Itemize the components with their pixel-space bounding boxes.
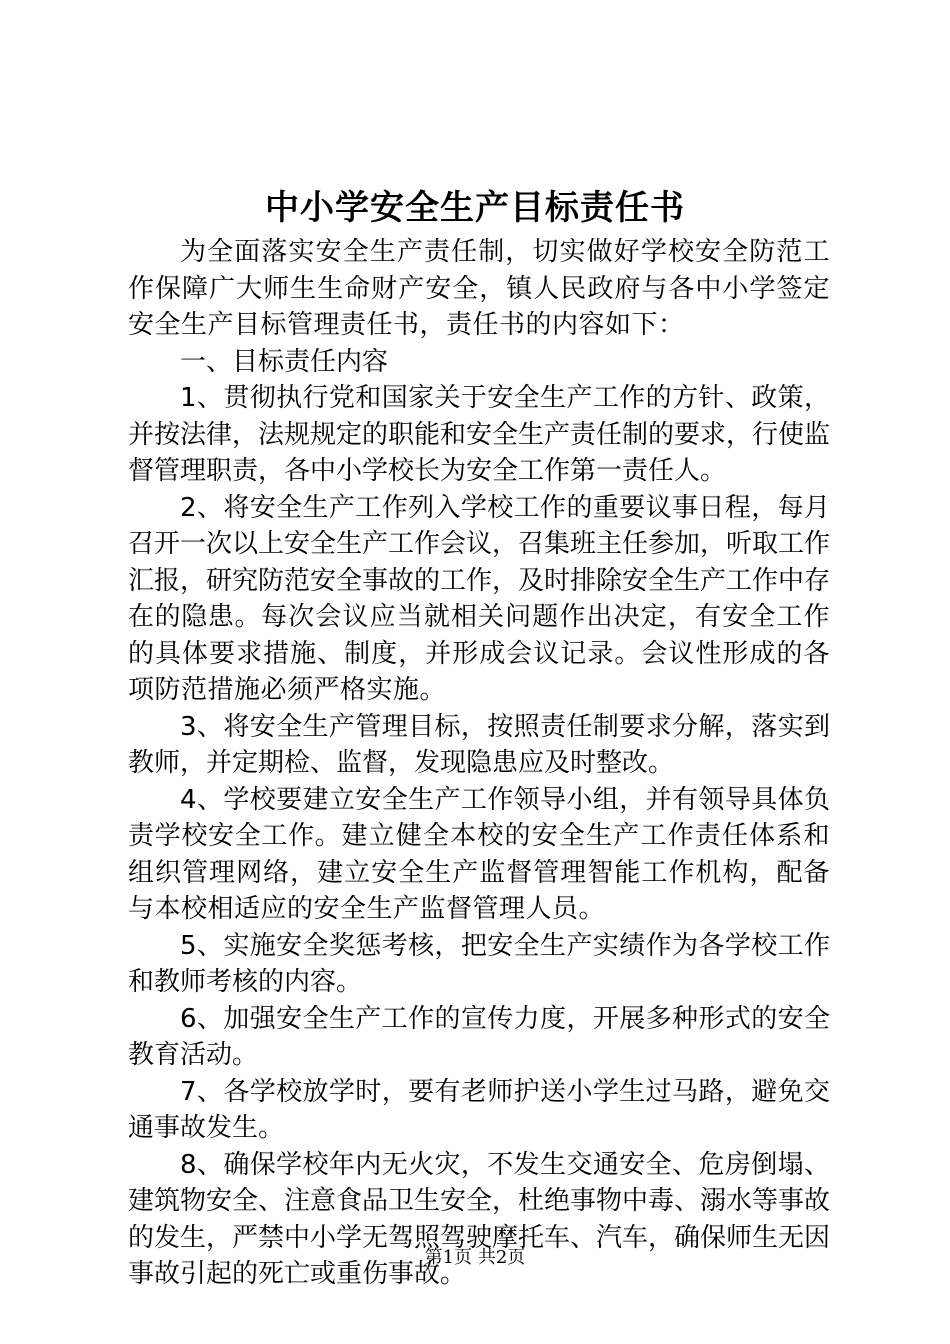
- list-item: [128, 709, 830, 782]
- list-item: [128, 1074, 830, 1147]
- intro-paragraph: 为全面落实安全生产责任制，切实做好学校安全防范工作保障广大师生生命财产安全，镇人民政府与各中小学签定安全生产目标管理责任书，责任书的内容如下：: [128, 237, 830, 340]
- list-item: [128, 380, 830, 490]
- item-4-detail-text: 建立健全本校的安全生产工作责任体系和组织管理网络，建立安全生产监督管理智能工作机构，配备与本校相适应的安全生产监督管理人员。: [128, 821, 830, 924]
- section-heading: 一、目标责任内容: [180, 346, 389, 377]
- item-3-main-text: 3、将安全生产管理目标，按照责任制要求分解，落实到教师，并定期检、监督，发现隐患应及时整改。: [128, 711, 830, 778]
- item-1-main-text: 1、贯彻执行党和国家关于安全生产工作的方针、政策，并按法律，法规规定的职能和安全生产责任制的要求，行使监督管理职责，各中小学校长为安全工作第一责任人。: [128, 383, 831, 486]
- list-item: [128, 490, 830, 709]
- item-7-main-text: 7、各学校放学时，要有老师护送小学生过马路，避免交通事故发生。: [128, 1076, 830, 1143]
- list-item: [128, 782, 830, 928]
- item-2-main-text: 2、将安全生产工作列入学校工作的重要议事日程，每月召开一次以上安全生产工作会议，召集班主任参加，听取工作汇报，研究防范安全事故的工作，及时排除安全生产工作中存在的隐患。: [128, 492, 831, 632]
- item-5-main-text: 5、实施安全奖惩考核，把安全生产实绩作为各学校工作和教师考核的内容。: [128, 930, 830, 997]
- list-item: [128, 1001, 830, 1074]
- document-title: 中小学安全生产目标责任书: [265, 188, 685, 228]
- list-item: [128, 1147, 830, 1293]
- page-number: 第1页 共2页: [424, 1247, 526, 1268]
- item-4-main-text: 4、学校要建立安全生产工作领导小组，并有领导具体负责学校安全工作。: [128, 784, 830, 851]
- item-8-main-text: 8、确保学校年内无火灾，不发生交通安全、危房倒塌、建筑物安全、注意食品卫生安全，杜绝事物中毒、溺水等事故的发生，严禁中小学无驾照驾驶摩托车、汽车，确保师生无因事故引起的死亡或重伤事故。: [128, 1149, 831, 1289]
- item-6-main-text: 6、加强安全生产工作的宣传力度，开展多种形式的安全教育活动。: [128, 1003, 830, 1070]
- document-body: [128, 234, 830, 1293]
- item-2-detail-text: 每次会议应当就相关问题作出决定，有安全工作的具体要求措施、制度，并形成会议记录。会议性形成的各项防范措施必须严格实施。: [128, 602, 830, 705]
- list-item: [128, 928, 830, 1001]
